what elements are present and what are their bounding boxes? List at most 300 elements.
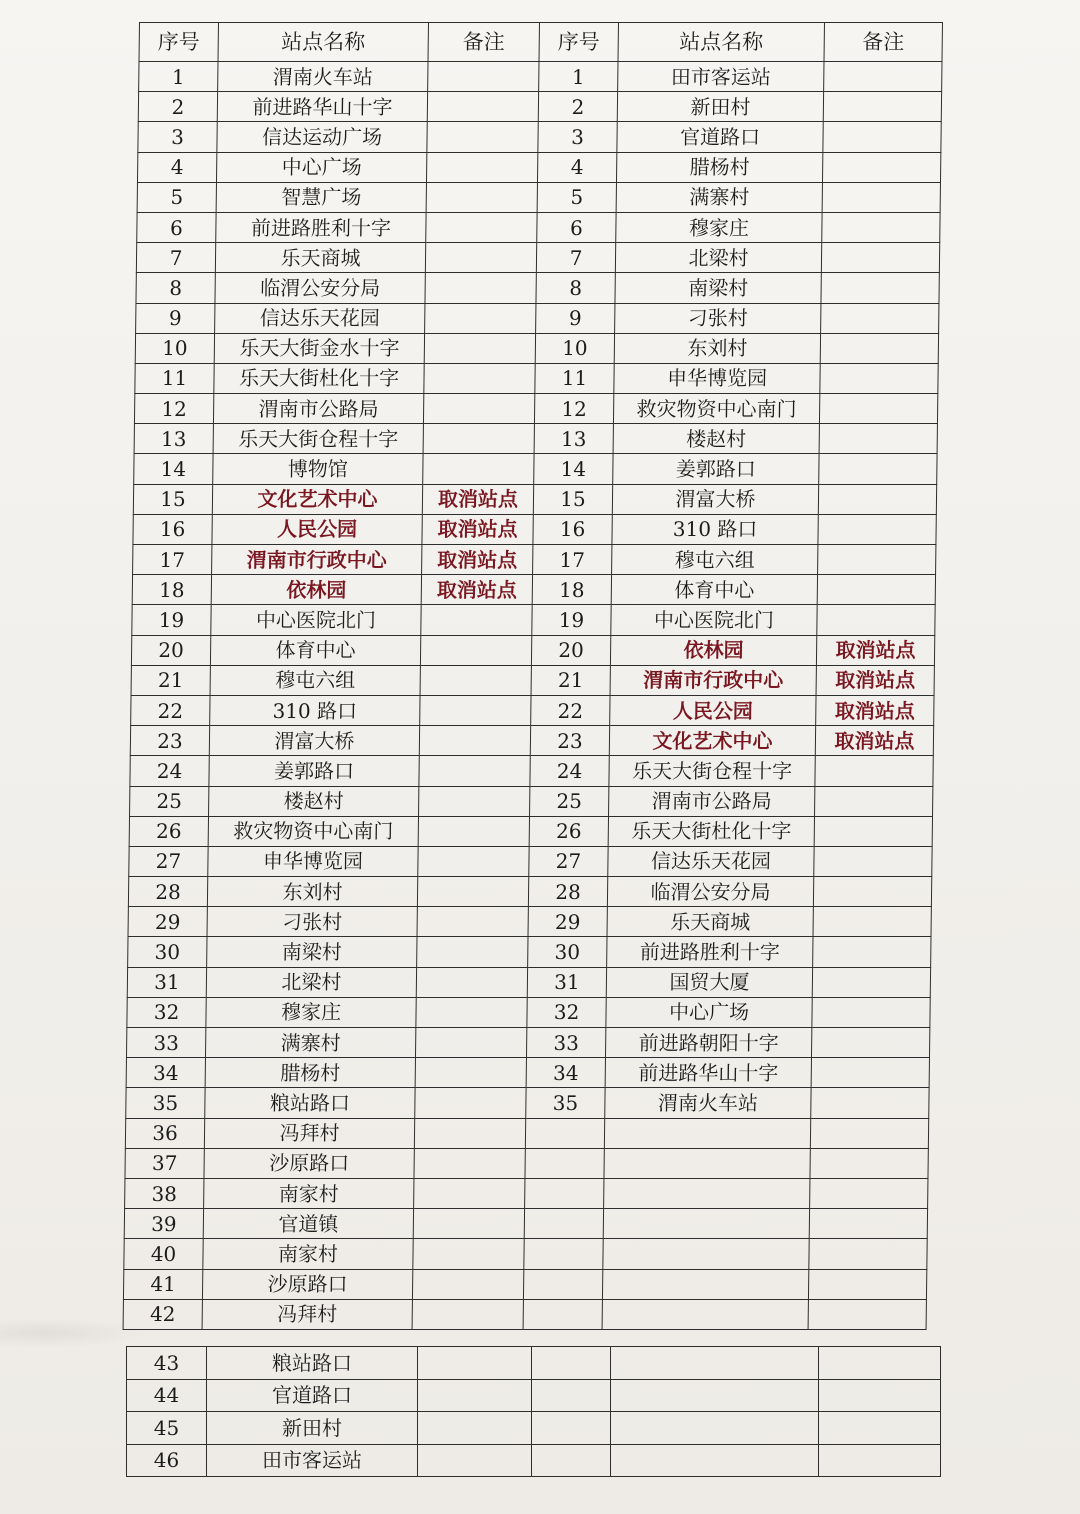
table-row: [124, 1209, 927, 1239]
table-row: [132, 575, 935, 605]
left-seq-cell: 13: [134, 424, 213, 454]
left-note-cell: [418, 846, 529, 876]
left-station-name: 310 路口: [210, 695, 420, 725]
right-station-name: 渭富大桥: [612, 484, 818, 514]
left-seq-cell: 1: [139, 62, 218, 92]
left-station-name: 体育中心: [210, 635, 420, 665]
left-station-name: 乐天大街杜化十字: [214, 363, 424, 393]
header-name-left: 站点名称: [218, 23, 428, 62]
table-row: [137, 182, 940, 212]
table-row: [127, 967, 930, 997]
left-station-name: 智慧广场: [216, 182, 426, 212]
table-row: [138, 92, 941, 122]
right-seq-cell: [525, 1148, 604, 1178]
right-seq-cell: [524, 1239, 603, 1269]
left-station-name: 官道镇: [203, 1209, 413, 1239]
left-note-cell: [415, 1028, 526, 1058]
table-row: [134, 454, 937, 484]
left-note-cell: [414, 1178, 525, 1208]
right-seq-cell: 11: [535, 363, 614, 393]
cont-right-station-name: [611, 1379, 819, 1412]
right-seq-cell: 29: [528, 907, 607, 937]
left-note-cell: [427, 92, 538, 122]
table-row: [125, 1148, 928, 1178]
left-station-name: 救灾物资中心南门: [208, 816, 418, 846]
left-seq-cell: 14: [134, 454, 213, 484]
left-station-name: 乐天大街仓程十字: [213, 424, 423, 454]
cont-right-note-cell: [819, 1412, 941, 1445]
right-station-name: 体育中心: [611, 575, 817, 605]
right-seq-cell: 21: [531, 665, 610, 695]
left-note-cell: [412, 1299, 523, 1329]
right-seq-cell: 9: [536, 303, 615, 333]
left-note-cell: 取消站点: [422, 514, 533, 544]
right-note-cell: [814, 846, 932, 876]
left-seq-cell: 28: [128, 877, 207, 907]
right-seq-cell: 30: [528, 937, 607, 967]
left-seq-cell: 23: [130, 726, 209, 756]
right-seq-cell: 5: [537, 182, 616, 212]
right-station-name: 渭南市行政中心: [610, 665, 816, 695]
cont-right-station-name: [611, 1412, 819, 1445]
left-station-name: 渭富大桥: [209, 726, 419, 756]
right-seq-cell: 31: [527, 967, 606, 997]
right-note-cell: [819, 394, 937, 424]
right-note-cell: [821, 243, 939, 273]
left-seq-cell: 37: [125, 1148, 204, 1178]
table-row: [126, 1058, 929, 1088]
left-station-name: 冯拜村: [204, 1118, 414, 1148]
left-note-cell: [415, 1088, 526, 1118]
table-row: [130, 786, 933, 816]
table-row: [135, 363, 938, 393]
table-row: [123, 1299, 926, 1329]
table-row: [126, 1088, 929, 1118]
right-note-cell: [811, 1088, 929, 1118]
right-seq-cell: [525, 1178, 604, 1208]
left-seq-cell: 17: [133, 545, 212, 575]
table-row: [133, 484, 936, 514]
left-seq-cell: 25: [130, 786, 209, 816]
header-seq-right: 序号: [539, 23, 618, 62]
left-seq-cell: 36: [125, 1118, 204, 1148]
left-note-cell: [425, 303, 536, 333]
right-station-name: 东刘村: [614, 333, 820, 363]
cont-right-note-cell: [819, 1444, 941, 1477]
right-seq-cell: [524, 1209, 603, 1239]
left-station-name: 穆屯六组: [210, 665, 420, 695]
right-station-name: 满寨村: [616, 182, 822, 212]
left-note-cell: [424, 333, 535, 363]
right-note-cell: [823, 122, 941, 152]
left-seq-cell: 30: [128, 937, 207, 967]
left-note-cell: [412, 1269, 523, 1299]
header-note-left: 备注: [428, 23, 539, 62]
left-seq-cell: 33: [126, 1028, 205, 1058]
right-station-name: 腊杨村: [616, 152, 822, 182]
left-station-name: 乐天大街金水十字: [214, 333, 424, 363]
right-note-cell: [817, 575, 935, 605]
left-seq-cell: 29: [128, 907, 207, 937]
left-station-name: 中心广场: [216, 152, 426, 182]
station-table-continuation: [126, 1346, 941, 1477]
right-note-cell: [820, 363, 938, 393]
cont-note-cell: [418, 1412, 532, 1445]
right-note-cell: [815, 756, 933, 786]
cont-station-name: 田市客运站: [207, 1444, 418, 1477]
right-note-cell: 取消站点: [816, 695, 934, 725]
right-note-cell: [810, 1178, 928, 1208]
left-station-name: 楼赵村: [209, 786, 419, 816]
right-seq-cell: [523, 1299, 602, 1329]
right-seq-cell: 18: [532, 575, 611, 605]
left-note-cell: [420, 635, 531, 665]
table-row: [127, 1347, 941, 1380]
left-station-name: 渭南市公路局: [213, 394, 423, 424]
left-station-name: 南梁村: [207, 937, 417, 967]
right-station-name: 申华博览园: [614, 363, 820, 393]
right-station-name: [604, 1118, 810, 1148]
left-station-name: 临渭公安分局: [215, 273, 425, 303]
left-note-cell: [419, 786, 530, 816]
right-station-name: 前进路华山十字: [605, 1058, 811, 1088]
right-seq-cell: 26: [529, 816, 608, 846]
left-station-name: 沙原路口: [202, 1269, 412, 1299]
right-station-name: 人民公园: [610, 695, 816, 725]
right-seq-cell: 32: [527, 997, 606, 1027]
cont-note-cell: [418, 1379, 532, 1412]
left-seq-cell: 31: [127, 967, 206, 997]
right-note-cell: [822, 152, 940, 182]
right-note-cell: [814, 816, 932, 846]
table-row: [128, 877, 931, 907]
table-row: [137, 152, 940, 182]
table-row: [131, 635, 934, 665]
right-note-cell: [811, 1028, 929, 1058]
left-note-cell: [413, 1239, 524, 1269]
right-note-cell: [813, 907, 931, 937]
right-seq-cell: 14: [534, 454, 613, 484]
table-row: [129, 816, 932, 846]
station-table: [123, 22, 943, 1330]
table-row: [136, 273, 939, 303]
right-note-cell: [824, 62, 942, 92]
left-seq-cell: 19: [132, 605, 211, 635]
left-station-name: 满寨村: [205, 1028, 415, 1058]
left-note-cell: [419, 726, 530, 756]
right-note-cell: [810, 1148, 928, 1178]
left-station-name: 渭南市行政中心: [212, 545, 422, 575]
right-seq-cell: 28: [528, 877, 607, 907]
table-row: [125, 1178, 928, 1208]
left-note-cell: [424, 363, 535, 393]
left-seq-cell: 16: [133, 514, 212, 544]
table-row: [127, 1412, 941, 1445]
left-note-cell: [423, 394, 534, 424]
right-station-name: 穆家庄: [616, 212, 822, 242]
left-note-cell: [417, 877, 528, 907]
right-seq-cell: 15: [533, 484, 612, 514]
right-seq-cell: 17: [533, 545, 612, 575]
right-seq-cell: 25: [530, 786, 609, 816]
left-seq-cell: 7: [136, 243, 215, 273]
left-seq-cell: 15: [133, 484, 212, 514]
right-note-cell: [811, 1058, 929, 1088]
left-seq-cell: 20: [131, 635, 210, 665]
left-seq-cell: 18: [132, 575, 211, 605]
left-seq-cell: 27: [129, 846, 208, 876]
left-station-name: 博物馆: [213, 454, 423, 484]
left-note-cell: [415, 1058, 526, 1088]
left-station-name: 北梁村: [206, 967, 416, 997]
table-row: [138, 122, 941, 152]
left-station-name: 中心医院北门: [211, 605, 421, 635]
left-note-cell: [423, 424, 534, 454]
left-station-name: 前进路胜利十字: [216, 212, 426, 242]
right-note-cell: [813, 937, 931, 967]
table-row: [132, 605, 935, 635]
right-seq-cell: 8: [536, 273, 615, 303]
right-station-name: 乐天商城: [607, 907, 813, 937]
left-station-name: 前进路华山十字: [217, 92, 427, 122]
right-station-name: 前进路胜利十字: [607, 937, 813, 967]
left-seq-cell: 4: [137, 152, 216, 182]
right-station-name: [603, 1209, 809, 1239]
table-body: [123, 62, 942, 1330]
right-note-cell: [817, 605, 935, 635]
left-seq-cell: 22: [131, 695, 210, 725]
left-seq-cell: 39: [124, 1209, 203, 1239]
right-station-name: 渭南市公路局: [609, 786, 815, 816]
table-row: [129, 846, 932, 876]
right-note-cell: [823, 92, 941, 122]
cont-right-seq-cell: [532, 1444, 611, 1477]
left-seq-cell: 3: [138, 122, 217, 152]
table-row: [130, 756, 933, 786]
right-station-name: 救灾物资中心南门: [613, 394, 819, 424]
cont-note-cell: [418, 1347, 532, 1380]
left-seq-cell: 5: [137, 182, 216, 212]
left-note-cell: [414, 1118, 525, 1148]
left-seq-cell: 42: [123, 1299, 202, 1329]
left-note-cell: [427, 122, 538, 152]
right-seq-cell: 24: [530, 756, 609, 786]
right-station-name: [603, 1239, 809, 1269]
left-seq-cell: 26: [129, 816, 208, 846]
right-note-cell: [808, 1269, 926, 1299]
left-note-cell: [426, 212, 537, 242]
left-station-name: 冯拜村: [202, 1299, 412, 1329]
left-seq-cell: 34: [126, 1058, 205, 1088]
right-station-name: 刁张村: [615, 303, 821, 333]
left-seq-cell: 12: [134, 394, 213, 424]
table-row: [136, 243, 939, 273]
right-station-name: 前进路朝阳十字: [605, 1028, 811, 1058]
right-note-cell: [812, 967, 930, 997]
right-station-name: 官道路口: [617, 122, 823, 152]
cont-station-name: 粮站路口: [207, 1347, 418, 1380]
left-note-cell: [420, 665, 531, 695]
table-row: [130, 726, 933, 756]
table-row: [128, 937, 931, 967]
right-station-name: 田市客运站: [618, 62, 824, 92]
right-note-cell: [812, 997, 930, 1027]
right-note-cell: [810, 1118, 928, 1148]
left-station-name: 腊杨村: [205, 1058, 415, 1088]
left-note-cell: [425, 243, 536, 273]
right-station-name: [602, 1269, 808, 1299]
table-row: [139, 62, 942, 92]
right-station-name: 依林园: [610, 635, 816, 665]
table-row: [125, 1118, 928, 1148]
cont-station-name: 新田村: [207, 1412, 418, 1445]
right-seq-cell: 4: [537, 152, 616, 182]
right-seq-cell: 3: [538, 122, 617, 152]
right-station-name: 渭南火车站: [605, 1088, 811, 1118]
table-row: [131, 665, 934, 695]
left-station-name: 信达运动广场: [217, 122, 427, 152]
left-note-cell: [426, 152, 537, 182]
cont-right-note-cell: [819, 1347, 941, 1380]
left-note-cell: [423, 454, 534, 484]
left-station-name: 渭南火车站: [218, 62, 428, 92]
right-seq-cell: 23: [530, 726, 609, 756]
right-station-name: 310 路口: [612, 514, 818, 544]
right-station-name: 文化艺术中心: [609, 726, 815, 756]
left-station-name: 刁张村: [207, 907, 417, 937]
table-row: [127, 1379, 941, 1412]
right-seq-cell: 33: [526, 1028, 605, 1058]
left-note-cell: [416, 967, 527, 997]
left-note-cell: [421, 605, 532, 635]
left-station-name: 文化艺术中心: [212, 484, 422, 514]
right-station-name: 国贸大厦: [606, 967, 812, 997]
left-seq-cell: 38: [125, 1178, 204, 1208]
right-note-cell: 取消站点: [816, 635, 934, 665]
left-seq-cell: 24: [130, 756, 209, 786]
right-note-cell: [821, 273, 939, 303]
table-row: [134, 394, 937, 424]
cont-seq-cell: 45: [127, 1412, 207, 1445]
left-seq-cell: 9: [136, 303, 215, 333]
right-seq-cell: 2: [538, 92, 617, 122]
right-station-name: 新田村: [617, 92, 823, 122]
table-row: [128, 907, 931, 937]
left-note-cell: [414, 1148, 525, 1178]
left-note-cell: [418, 816, 529, 846]
right-note-cell: [813, 877, 931, 907]
right-seq-cell: 20: [531, 635, 610, 665]
left-station-name: 乐天商城: [215, 243, 425, 273]
table-row: [133, 514, 936, 544]
right-note-cell: [818, 484, 936, 514]
left-seq-cell: 32: [127, 997, 206, 1027]
header-seq-left: 序号: [139, 23, 218, 62]
right-station-name: 临渭公安分局: [607, 877, 813, 907]
right-station-name: 信达乐天花园: [608, 846, 814, 876]
right-note-cell: [822, 182, 940, 212]
cont-right-seq-cell: [532, 1347, 611, 1380]
right-seq-cell: 34: [526, 1058, 605, 1088]
left-station-name: 姜郭路口: [209, 756, 419, 786]
cont-seq-cell: 44: [127, 1379, 207, 1412]
right-station-name: 乐天大街杜化十字: [608, 816, 814, 846]
right-note-cell: [819, 424, 937, 454]
left-note-cell: [413, 1209, 524, 1239]
left-seq-cell: 35: [126, 1088, 205, 1118]
right-note-cell: [809, 1239, 927, 1269]
table-header-row: [139, 23, 942, 62]
right-note-cell: [820, 333, 938, 363]
right-note-cell: [819, 454, 937, 484]
cont-seq-cell: 43: [127, 1347, 207, 1380]
right-seq-cell: 6: [537, 212, 616, 242]
right-station-name: [604, 1148, 810, 1178]
table-row: [131, 695, 934, 725]
left-seq-cell: 40: [124, 1239, 203, 1269]
left-station-name: 穆家庄: [206, 997, 416, 1027]
left-station-name: 申华博览园: [208, 846, 418, 876]
right-station-name: 姜郭路口: [613, 454, 819, 484]
left-note-cell: 取消站点: [422, 545, 533, 575]
right-note-cell: [815, 786, 933, 816]
right-station-name: 穆屯六组: [612, 545, 818, 575]
left-station-name: 信达乐天花园: [215, 303, 425, 333]
left-note-cell: [419, 756, 530, 786]
table-row: [127, 1444, 941, 1477]
right-seq-cell: 1: [539, 62, 618, 92]
cont-station-name: 官道路口: [207, 1379, 418, 1412]
left-note-cell: [426, 182, 537, 212]
left-station-name: 南家村: [203, 1239, 413, 1269]
cont-right-seq-cell: [532, 1379, 611, 1412]
left-seq-cell: 41: [123, 1269, 202, 1299]
table-row: [135, 333, 938, 363]
left-note-cell: [417, 907, 528, 937]
left-seq-cell: 2: [138, 92, 217, 122]
right-note-cell: [818, 514, 936, 544]
left-station-name: 南家村: [204, 1178, 414, 1208]
right-seq-cell: 16: [533, 514, 612, 544]
right-note-cell: [822, 212, 940, 242]
table-row: [126, 1028, 929, 1058]
right-station-name: [602, 1299, 808, 1329]
right-note-cell: 取消站点: [815, 726, 933, 756]
right-station-name: 中心医院北门: [611, 605, 817, 635]
right-seq-cell: 7: [536, 243, 615, 273]
right-seq-cell: 12: [534, 394, 613, 424]
left-note-cell: [417, 937, 528, 967]
right-seq-cell: [523, 1269, 602, 1299]
left-note-cell: 取消站点: [422, 484, 533, 514]
cont-right-station-name: [611, 1347, 819, 1380]
table-row: [136, 303, 939, 333]
right-station-name: 乐天大街仓程十字: [609, 756, 815, 786]
header-name-right: 站点名称: [618, 23, 824, 62]
left-station-name: 东刘村: [207, 877, 417, 907]
right-note-cell: [808, 1299, 926, 1329]
continuation-body: [127, 1347, 941, 1477]
left-seq-cell: 10: [135, 333, 214, 363]
left-note-cell: [416, 997, 527, 1027]
header-note-right: 备注: [824, 23, 942, 62]
right-seq-cell: 22: [531, 695, 610, 725]
right-station-name: 楼赵村: [613, 424, 819, 454]
left-note-cell: 取消站点: [421, 575, 532, 605]
left-note-cell: [425, 273, 536, 303]
table-row: [133, 545, 936, 575]
right-seq-cell: 19: [532, 605, 611, 635]
